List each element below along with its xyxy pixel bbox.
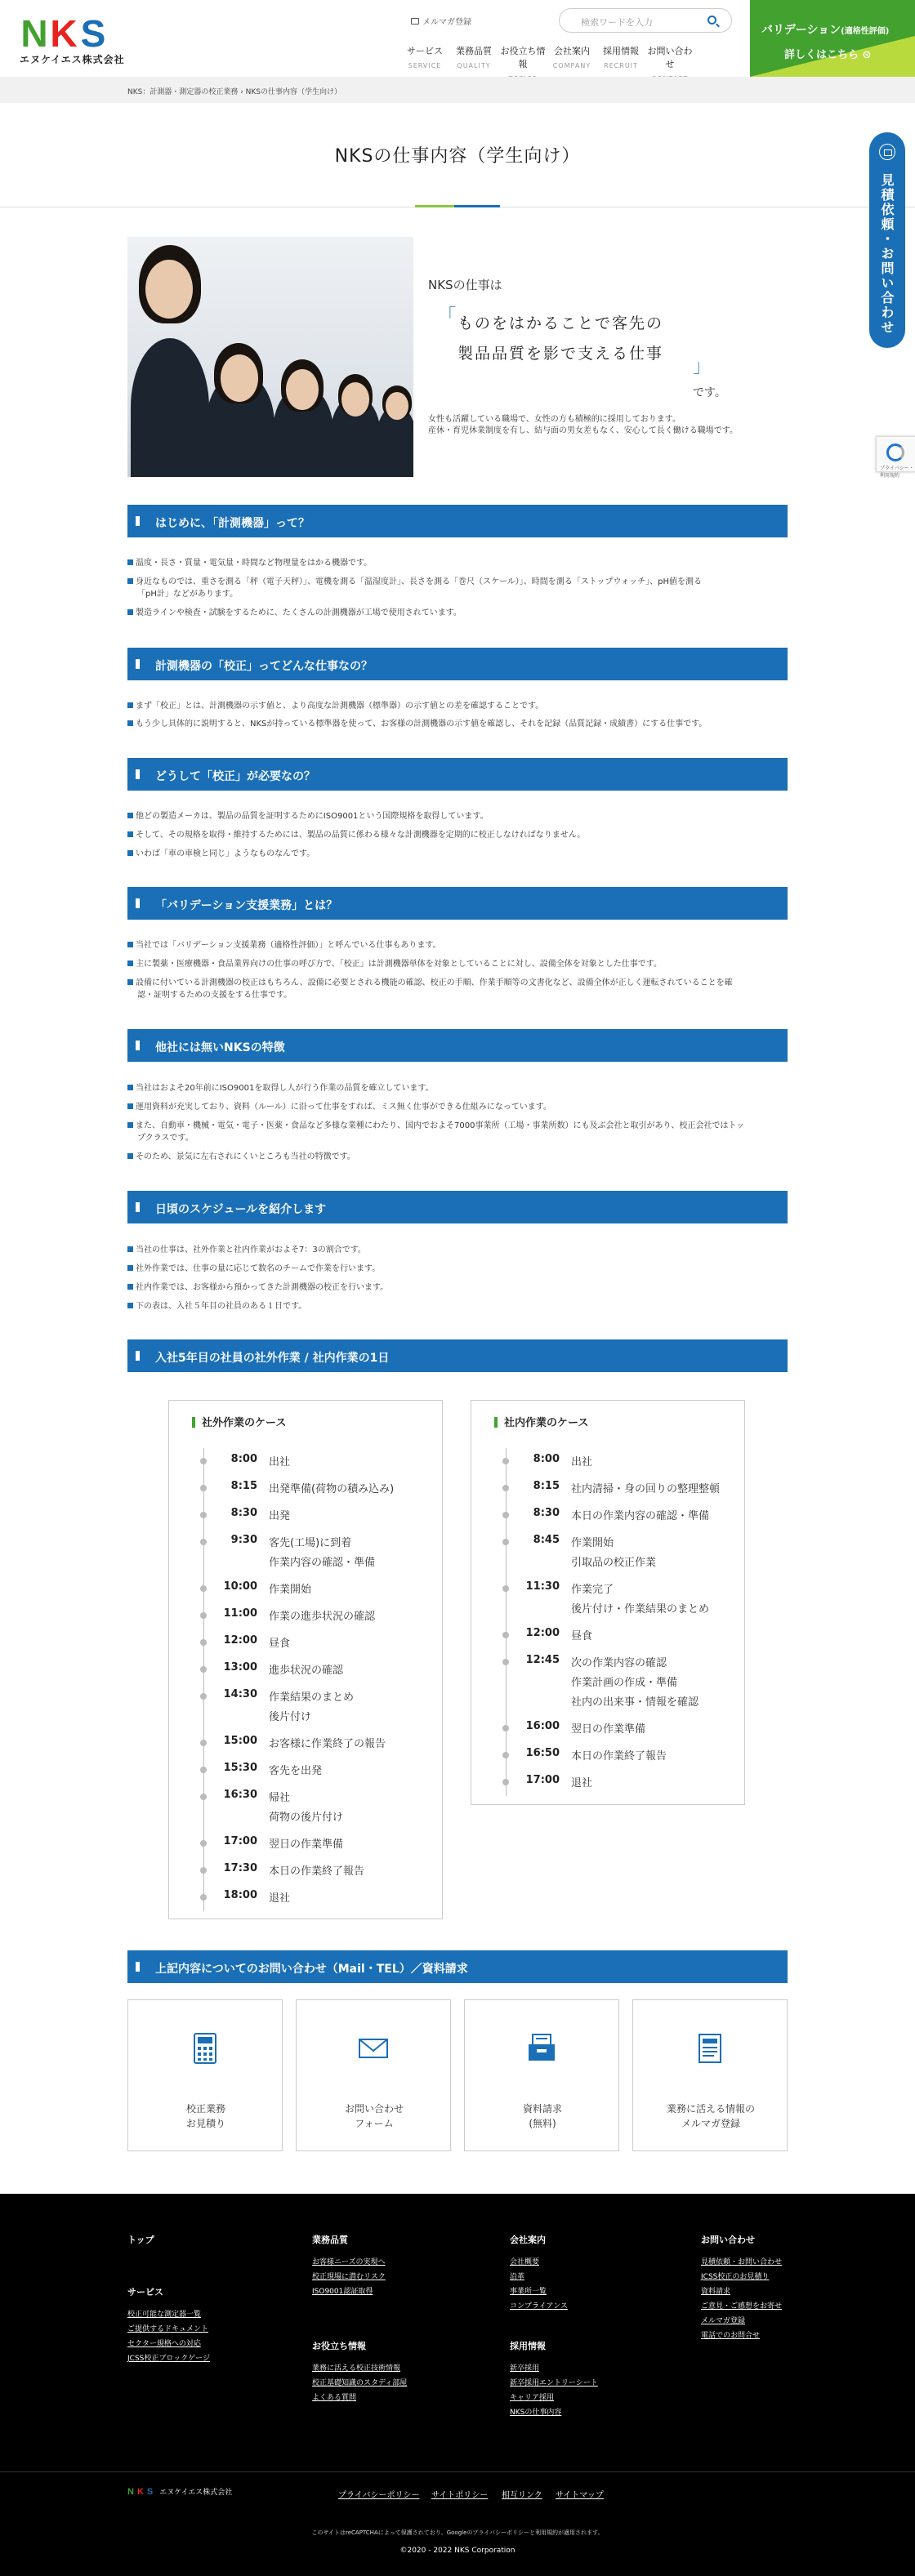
search-input[interactable]: 検索ワードを入力 bbox=[581, 17, 653, 28]
timeline-dot bbox=[200, 1693, 207, 1700]
bullet-text: 当社では「バリデーション支援業務（適格性評価）」と呼んでいる仕事もあります。 bbox=[127, 938, 441, 950]
logo-company-name: エヌケイエス株式会社 bbox=[20, 54, 125, 65]
footer-logo-mark bbox=[127, 2486, 156, 2497]
title-accent-blue bbox=[454, 205, 500, 207]
timeline-dot bbox=[502, 1632, 509, 1638]
section-heading bbox=[127, 1191, 788, 1223]
schedule-time: 12:00 bbox=[525, 1627, 560, 1639]
section-heading bbox=[127, 887, 788, 920]
envelope-icon bbox=[356, 2031, 391, 2066]
logo-letter-n: N bbox=[20, 12, 48, 55]
timeline-dot bbox=[502, 1725, 509, 1731]
footer-link[interactable]: ご意見・ご感想をお寄せ bbox=[701, 2302, 783, 2311]
bullet-text: 主に製薬・医療機器・食品業界向けの仕事の呼び方で、「校正」は計測機器単体を対象としていることに対し、設備全体を対象とした仕事です。 bbox=[127, 956, 662, 969]
card-label: (無料) bbox=[529, 2118, 556, 2129]
schedule-desc: 昼食 bbox=[571, 1630, 593, 1642]
section-title: 上記内容についてのお問い合わせ（Mail・TEL）／資料請求 bbox=[155, 1963, 468, 1976]
footer-link[interactable]: ISO9001認証取得 bbox=[312, 2288, 373, 2296]
nav-sublabel: RECRUIT bbox=[604, 62, 638, 69]
timeline-dot bbox=[200, 1458, 207, 1464]
footer-divider bbox=[0, 2471, 915, 2472]
section-heading bbox=[127, 648, 788, 680]
company-logo[interactable] bbox=[20, 12, 125, 65]
schedule-desc: 客先(工場)に到着 bbox=[269, 1537, 352, 1549]
hero-quote-open: 「 bbox=[438, 306, 457, 327]
nav-label: お問い合わせ bbox=[647, 46, 693, 69]
footer-link[interactable]: 校正可能な測定器一覧 bbox=[127, 2311, 202, 2319]
schedule-desc: お客様に作業終了の報告 bbox=[269, 1738, 386, 1750]
card-document-request[interactable] bbox=[464, 1999, 619, 2151]
schedule-desc: 出社 bbox=[269, 1456, 291, 1468]
copyright: ©2020 - 2022 NKS Corporation bbox=[399, 2547, 516, 2555]
calculator-icon bbox=[188, 2031, 222, 2066]
logo-letter-s: S bbox=[80, 12, 106, 55]
footer-link[interactable]: 電話でのお問合せ bbox=[701, 2332, 761, 2340]
timeline-dot bbox=[502, 1512, 509, 1518]
schedule-time: 12:00 bbox=[223, 1634, 257, 1647]
section-heading bbox=[127, 758, 788, 791]
schedule-desc: 本日の作業内容の確認・準備 bbox=[571, 1510, 710, 1522]
timeline-dot bbox=[502, 1752, 509, 1758]
schedule-desc: 作業計画の作成・準備 bbox=[571, 1677, 678, 1689]
footer-link[interactable]: 資料請求 bbox=[701, 2288, 731, 2296]
bullet-text: 下の表は、入社５年目の社員のある１日です。 bbox=[127, 1299, 306, 1311]
bullet-text: もう少し具体的に説明すると、NKSが持っている標準器を使って、お客様の計測機器の示す値を確認し、それを記録（品質記録・成績書）にする仕事です。 bbox=[127, 716, 707, 729]
nav-label: サービス bbox=[407, 46, 443, 56]
photo-figure bbox=[221, 354, 258, 402]
footer-link[interactable]: 新卒採用 bbox=[510, 2364, 540, 2373]
timeline-dot bbox=[502, 1485, 509, 1491]
timeline-dot bbox=[200, 1485, 207, 1491]
students-photo bbox=[127, 237, 413, 477]
schedule-desc: 翌日の作業準備 bbox=[571, 1723, 646, 1736]
recaptcha-badge[interactable] bbox=[876, 436, 915, 479]
bullet-text: 他どの製造メーカは、製品の品質を証明するためにISO9001という国際規格を取得しています。 bbox=[127, 809, 489, 821]
bullet-text: いわば「車の車検と同じ」ようなものなんです。 bbox=[127, 846, 315, 858]
section-heading bbox=[127, 1950, 788, 1983]
bullet-text: 社内作業では、お客様から預かってきた計測機器の校正を行います。 bbox=[127, 1280, 388, 1292]
schedule-desc: 作業完了 bbox=[571, 1584, 614, 1596]
side-tab-label: 見積依頼・お問い合わせ bbox=[879, 173, 895, 335]
bullet-text: 運用資料が充実しており、資料（ルール）に沿って仕事をすれば、ミス無く仕事ができる仕組みになっています。 bbox=[127, 1099, 551, 1112]
section-title: はじめに、「計測機器」って？ bbox=[155, 517, 310, 530]
card-quote[interactable] bbox=[127, 1999, 283, 2151]
schedule-time: 11:30 bbox=[525, 1580, 560, 1593]
footer-logo-letter: K bbox=[136, 2487, 144, 2497]
schedule-desc: 退社 bbox=[571, 1777, 593, 1789]
card-label: メルマガ登録 bbox=[681, 2118, 740, 2129]
schedule-time: 17:30 bbox=[223, 1862, 257, 1874]
bullet-text: 身近なものでは、重さを測る「秤（電子天秤）」、電機を測る「温湿度計」、長さを測る「巻尺（スケール）」、時間を測る「ストップウォッチ」、pH値を測る bbox=[127, 574, 702, 586]
schedule-time: 14:30 bbox=[223, 1688, 257, 1700]
schedule-desc: 本日の作業終了報告 bbox=[571, 1750, 667, 1763]
section-heading bbox=[127, 505, 788, 537]
heading-marker bbox=[136, 1202, 140, 1212]
schedule-time: 15:30 bbox=[223, 1762, 257, 1774]
schedule-desc: 作業結果のまとめ bbox=[269, 1691, 355, 1704]
schedule-time: 8:15 bbox=[230, 1480, 257, 1492]
document-box-icon bbox=[524, 2031, 559, 2066]
timeline-dot bbox=[200, 1539, 207, 1545]
bullet-text: 温度・長さ・質量・電気量・時間など物理量をはかる機器です。 bbox=[127, 555, 372, 568]
footer-link[interactable]: JCSS校正のお見積り bbox=[701, 2273, 770, 2281]
heading-marker bbox=[136, 769, 140, 779]
breadcrumb-text[interactable]: NKS：計測器・測定器の校正業務 › NKSの仕事内容（学生向け） bbox=[127, 88, 342, 96]
schedule-desc: 翌日の作業準備 bbox=[269, 1838, 344, 1851]
schedule-desc: 社内清掃・身の回りの整理整頓 bbox=[571, 1483, 721, 1495]
photo-figure bbox=[131, 338, 209, 477]
card-newsletter[interactable] bbox=[632, 1999, 788, 2151]
nav-sublabel: COMPANY bbox=[552, 62, 591, 69]
nav-label: 会社案内 bbox=[554, 46, 590, 56]
section-heading bbox=[127, 1029, 788, 1062]
schedule-desc: 後片付け・作業結果のまとめ bbox=[571, 1603, 710, 1616]
section-title: 日頃のスケジュールを紹介します bbox=[155, 1203, 327, 1216]
schedule-time: 8:15 bbox=[533, 1480, 560, 1492]
footer-sub-link[interactable]: 相互リンク bbox=[502, 2491, 542, 2500]
bullet-text: まず「校正」とは、計測機器の示す値と、より高度な計測機器（標準器）の示す値との差を確認することです。 bbox=[127, 698, 543, 711]
footer-sub-link[interactable]: サイトポリシー bbox=[431, 2491, 489, 2500]
footer-heading[interactable]: サービス bbox=[127, 2287, 163, 2297]
heading-marker bbox=[136, 659, 140, 669]
schedule-desc: 作業の進歩状況の確認 bbox=[269, 1611, 376, 1623]
hero-line2: 製品品質を影で支える仕事 bbox=[458, 345, 664, 363]
schedule-time: 16:30 bbox=[223, 1789, 257, 1801]
timeline-dot bbox=[502, 1779, 509, 1785]
validation-title bbox=[761, 21, 889, 38]
photo-figure bbox=[386, 392, 408, 420]
schedule-time: 8:30 bbox=[230, 1507, 257, 1519]
hero-line1: ものをはかることで客先の bbox=[458, 314, 664, 332]
schedule-time: 8:45 bbox=[533, 1534, 560, 1546]
card-label: お問い合わせ bbox=[344, 2103, 404, 2115]
chat-icon bbox=[879, 144, 895, 160]
timeline-dot bbox=[502, 1458, 509, 1464]
bullet-text-cont: 認・証明するための支援をする仕事です。 bbox=[137, 991, 292, 1000]
footer-heading[interactable]: 業務品質 bbox=[312, 2235, 348, 2245]
bullet-text: 設備に付いている計測機器の校正はもちろん、設備に必要とされる機能の確認、校正の手順、作業手順等の文書化など、設備全体が正しく運転されていることを確 bbox=[127, 975, 733, 987]
bullet-text: 当社の仕事は、社外作業と社内作業がおよそ7：3の割合です。 bbox=[127, 1242, 366, 1255]
card-label: お見積り bbox=[185, 2118, 225, 2129]
heading-marker bbox=[136, 898, 140, 908]
card-label: フォーム bbox=[355, 2118, 394, 2129]
schedule-time: 13:00 bbox=[223, 1661, 257, 1674]
logo-letter-k: K bbox=[50, 12, 78, 55]
footer-link[interactable]: NKSの仕事内容 bbox=[510, 2409, 562, 2417]
heading-marker bbox=[136, 516, 140, 526]
schedule-time: 8:30 bbox=[533, 1507, 560, 1519]
timeline-dot bbox=[502, 1585, 509, 1592]
footer-link[interactable]: 新卒採用エントリーシート bbox=[510, 2379, 598, 2387]
section-title: 計測機器の「校正」ってどんな仕事なの？ bbox=[155, 660, 373, 673]
schedule-desc: 次の作業内容の確認 bbox=[571, 1657, 667, 1669]
hero-desu: です。 bbox=[693, 386, 726, 399]
schedule-box-inside bbox=[471, 1400, 745, 1805]
footer-link[interactable]: 業務に活える校正技術情報 bbox=[312, 2364, 401, 2373]
schedule-desc: 後片付け bbox=[269, 1711, 312, 1723]
schedule-title: 社内作業のケース bbox=[494, 1414, 588, 1429]
schedule-time: 12:45 bbox=[525, 1654, 560, 1666]
footer-sub-link[interactable]: サイトマップ bbox=[556, 2491, 604, 2500]
card-label: 校正業務 bbox=[185, 2103, 225, 2115]
schedule-time: 9:30 bbox=[230, 1534, 257, 1546]
footer-link[interactable]: キャリア採用 bbox=[510, 2394, 555, 2402]
hero-desc: 産休・育児休業制度を有し、結与面の男女差もなく、安心して長く働ける職場です。 bbox=[428, 426, 738, 435]
mailmag-link[interactable] bbox=[411, 15, 471, 27]
footer-link[interactable]: 校正現場に潜むリスク bbox=[312, 2273, 386, 2281]
timeline-dot bbox=[200, 1639, 207, 1646]
schedule-desc: 本日の作業終了報告 bbox=[269, 1865, 365, 1878]
timeline-dot bbox=[502, 1659, 509, 1665]
footer-sub-link[interactable]: プライバシーポリシー bbox=[338, 2491, 420, 2500]
timeline-dot bbox=[200, 1767, 207, 1773]
schedule-desc: 作業開始 bbox=[571, 1537, 614, 1549]
timeline-dot bbox=[200, 1512, 207, 1518]
card-label: 資料請求 bbox=[522, 2103, 562, 2115]
search-box[interactable] bbox=[559, 8, 732, 33]
schedule-desc: 社内の出来事・情報を確認 bbox=[571, 1696, 699, 1709]
footer-heading[interactable]: お問い合わせ bbox=[701, 2235, 755, 2245]
schedule-desc: 客先を出発 bbox=[269, 1765, 323, 1777]
timeline-dot bbox=[200, 1612, 207, 1619]
schedule-time: 15:00 bbox=[223, 1735, 257, 1747]
schedule-time: 8:00 bbox=[230, 1453, 257, 1465]
schedule-time: 17:00 bbox=[223, 1835, 257, 1847]
schedule-time: 16:00 bbox=[525, 1720, 560, 1732]
bullet-text-cont: 「pH計」などがあります。 bbox=[137, 590, 239, 599]
search-icon[interactable] bbox=[707, 16, 716, 25]
section-title: 入社5年目の社員の社外作業 / 社内作業の1日 bbox=[155, 1352, 390, 1365]
bullet-text: そのため、景気に左右されにくいところも当社の特徴です。 bbox=[127, 1149, 355, 1161]
bullet-text: 社外作業では、仕事の量に応じて数名のチームで作業を行います。 bbox=[127, 1261, 380, 1273]
schedule-time: 8:00 bbox=[533, 1453, 560, 1465]
footer-logo[interactable] bbox=[127, 2486, 235, 2497]
timeline-dot bbox=[200, 1894, 207, 1901]
recaptcha-icon bbox=[886, 443, 904, 461]
bullet-text: また、自動車・機械・電気・電子・医薬・食品など多様な業種にわたり、国内でおよそ7000事業所（工場・事業所数）にも及ぶ会社と取引があり、校正会社ではトッ bbox=[127, 1118, 744, 1130]
bullet-text-cont: プクラスです。 bbox=[137, 1134, 194, 1143]
footer-link[interactable]: 事業所一覧 bbox=[510, 2288, 547, 2296]
footer-logo-name: エヌケイエス株式会社 bbox=[159, 2489, 233, 2497]
section-title: どうして「校正」が必要なの？ bbox=[155, 770, 315, 783]
schedule-desc: 出発 bbox=[269, 1510, 291, 1522]
timeline-line bbox=[506, 1448, 507, 1796]
bullet-text: そして、その規格を取得・維持するためには、製品の品質に係わる様々な計測機器を定期的に校正しなければなりません。 bbox=[127, 827, 585, 840]
heading-marker bbox=[136, 1962, 140, 1972]
timeline-dot bbox=[200, 1794, 207, 1800]
title-accent-green bbox=[415, 205, 454, 207]
footer-top-link[interactable]: トップ bbox=[127, 2235, 154, 2245]
validation-title-text: バリデーション bbox=[761, 24, 841, 37]
heading-marker bbox=[136, 1351, 140, 1361]
section-title: 他社には無いNKSの特徴 bbox=[155, 1041, 285, 1054]
validation-link[interactable]: 詳しくはこちら ⊙ bbox=[784, 49, 872, 61]
nav-label: 業務品質 bbox=[456, 46, 492, 56]
photo-figure bbox=[286, 369, 319, 410]
page-title: NKSの仕事内容（学生向け） bbox=[334, 146, 581, 167]
schedule-desc: 退社 bbox=[269, 1892, 291, 1905]
card-label: 業務に活える情報の bbox=[666, 2103, 755, 2115]
side-contact-tab[interactable] bbox=[869, 132, 905, 348]
timeline-dot bbox=[200, 1840, 207, 1847]
schedule-box-outside bbox=[168, 1400, 443, 1919]
schedule-desc: 作業開始 bbox=[269, 1584, 312, 1596]
footer-logo-letter: S bbox=[146, 2487, 154, 2497]
schedule-desc: 帰社 bbox=[269, 1792, 291, 1804]
logo-mark bbox=[20, 12, 108, 55]
breadcrumb bbox=[0, 77, 915, 103]
validation-subtitle: (適格性評価) bbox=[841, 27, 890, 36]
nav-label: 採用情報 bbox=[603, 46, 639, 56]
bullet-text: 製造ラインや検査・試験をするために、たくさんの計測機器が工場で使用されています。 bbox=[127, 605, 462, 617]
footer-link[interactable]: よくある質問 bbox=[312, 2394, 357, 2402]
mailmag-label: メルマガ登録 bbox=[422, 18, 471, 27]
nav-label: お役立ち情報 bbox=[500, 46, 546, 69]
footer-heading[interactable]: 会社案内 bbox=[510, 2235, 546, 2245]
schedule-desc: 昼食 bbox=[269, 1638, 291, 1650]
footer-heading[interactable]: お役立ち情報 bbox=[312, 2341, 366, 2351]
site-footer bbox=[0, 2194, 915, 2576]
recaptcha-text: プライバシー・利用規約 bbox=[880, 466, 914, 479]
bullet-text: 当社はおよそ20年前にISO9001を取得し人が行う作業の品質を確立しています。 bbox=[127, 1081, 434, 1093]
footer-logo-letters bbox=[127, 2487, 156, 2497]
footer-link[interactable]: セクター規格への対応 bbox=[127, 2340, 201, 2348]
schedule-desc: 出発準備(荷物の積み込み) bbox=[269, 1483, 395, 1495]
footer-link[interactable]: お客様ニーズの実現へ bbox=[312, 2258, 386, 2266]
footer-logo-letter: N bbox=[127, 2487, 134, 2497]
timeline-dot bbox=[200, 1666, 207, 1673]
schedule-title: 社外作業のケース bbox=[192, 1414, 286, 1429]
footer-link[interactable]: JCSS校正ブロックゲージ bbox=[127, 2355, 211, 2363]
nav-sublabel: SERVICE bbox=[408, 62, 442, 69]
footer-link[interactable]: 会社概要 bbox=[510, 2258, 540, 2266]
mail-icon bbox=[411, 18, 419, 25]
hero-lead: NKSの仕事は bbox=[428, 278, 502, 292]
schedule-desc: 出社 bbox=[571, 1456, 593, 1468]
timeline-dot bbox=[502, 1539, 509, 1545]
timeline-dot bbox=[200, 1585, 207, 1592]
photo-figure bbox=[341, 382, 369, 417]
schedule-time: 10:00 bbox=[223, 1580, 257, 1593]
footer-link[interactable]: コンプライアンス bbox=[510, 2302, 568, 2311]
schedule-desc: 荷物の後片付け bbox=[269, 1812, 344, 1824]
section-heading bbox=[127, 1339, 788, 1372]
photo-figure bbox=[145, 260, 193, 319]
footer-link[interactable]: 見積依頼・お問い合わせ bbox=[701, 2258, 783, 2266]
schedule-desc: 作業内容の確認・準備 bbox=[269, 1557, 376, 1569]
hero-desc: 女性も活躍している職場で、女性の方も積極的に採用しております。 bbox=[428, 415, 681, 424]
nav-sublabel: QUALITY bbox=[457, 62, 491, 69]
validation-banner[interactable] bbox=[750, 0, 915, 77]
schedule-desc: 引取品の校正作業 bbox=[571, 1557, 657, 1569]
section-title: 「バリデーション支援業務」とは？ bbox=[155, 899, 338, 912]
site-header bbox=[0, 0, 915, 77]
footer-link[interactable]: メルマガ登録 bbox=[701, 2317, 746, 2325]
schedule-time: 18:00 bbox=[223, 1889, 257, 1901]
timeline-dot bbox=[200, 1867, 207, 1874]
schedule-desc: 進歩状況の確認 bbox=[269, 1665, 344, 1677]
newsletter-icon bbox=[693, 2031, 727, 2066]
card-contact-form[interactable] bbox=[296, 1999, 451, 2151]
footer-heading[interactable]: 採用情報 bbox=[510, 2341, 546, 2351]
schedule-time: 17:00 bbox=[525, 1774, 560, 1786]
recaptcha-note: このサイトはreCAPTCHAによって保護されており、Googleのプライバシーポリシーと利用規約が適用されます。 bbox=[311, 2529, 604, 2536]
heading-marker bbox=[136, 1041, 140, 1050]
footer-link[interactable]: 校正基礎知識のスタディ部屋 bbox=[312, 2379, 408, 2387]
timeline-dot bbox=[200, 1740, 207, 1746]
footer-link[interactable]: 沿革 bbox=[510, 2273, 525, 2281]
footer-link[interactable]: ご提供するドキュメント bbox=[127, 2325, 209, 2333]
schedule-time: 16:50 bbox=[525, 1747, 560, 1759]
schedule-time: 11:00 bbox=[223, 1607, 257, 1620]
hero-quote-close: 」 bbox=[693, 357, 712, 377]
